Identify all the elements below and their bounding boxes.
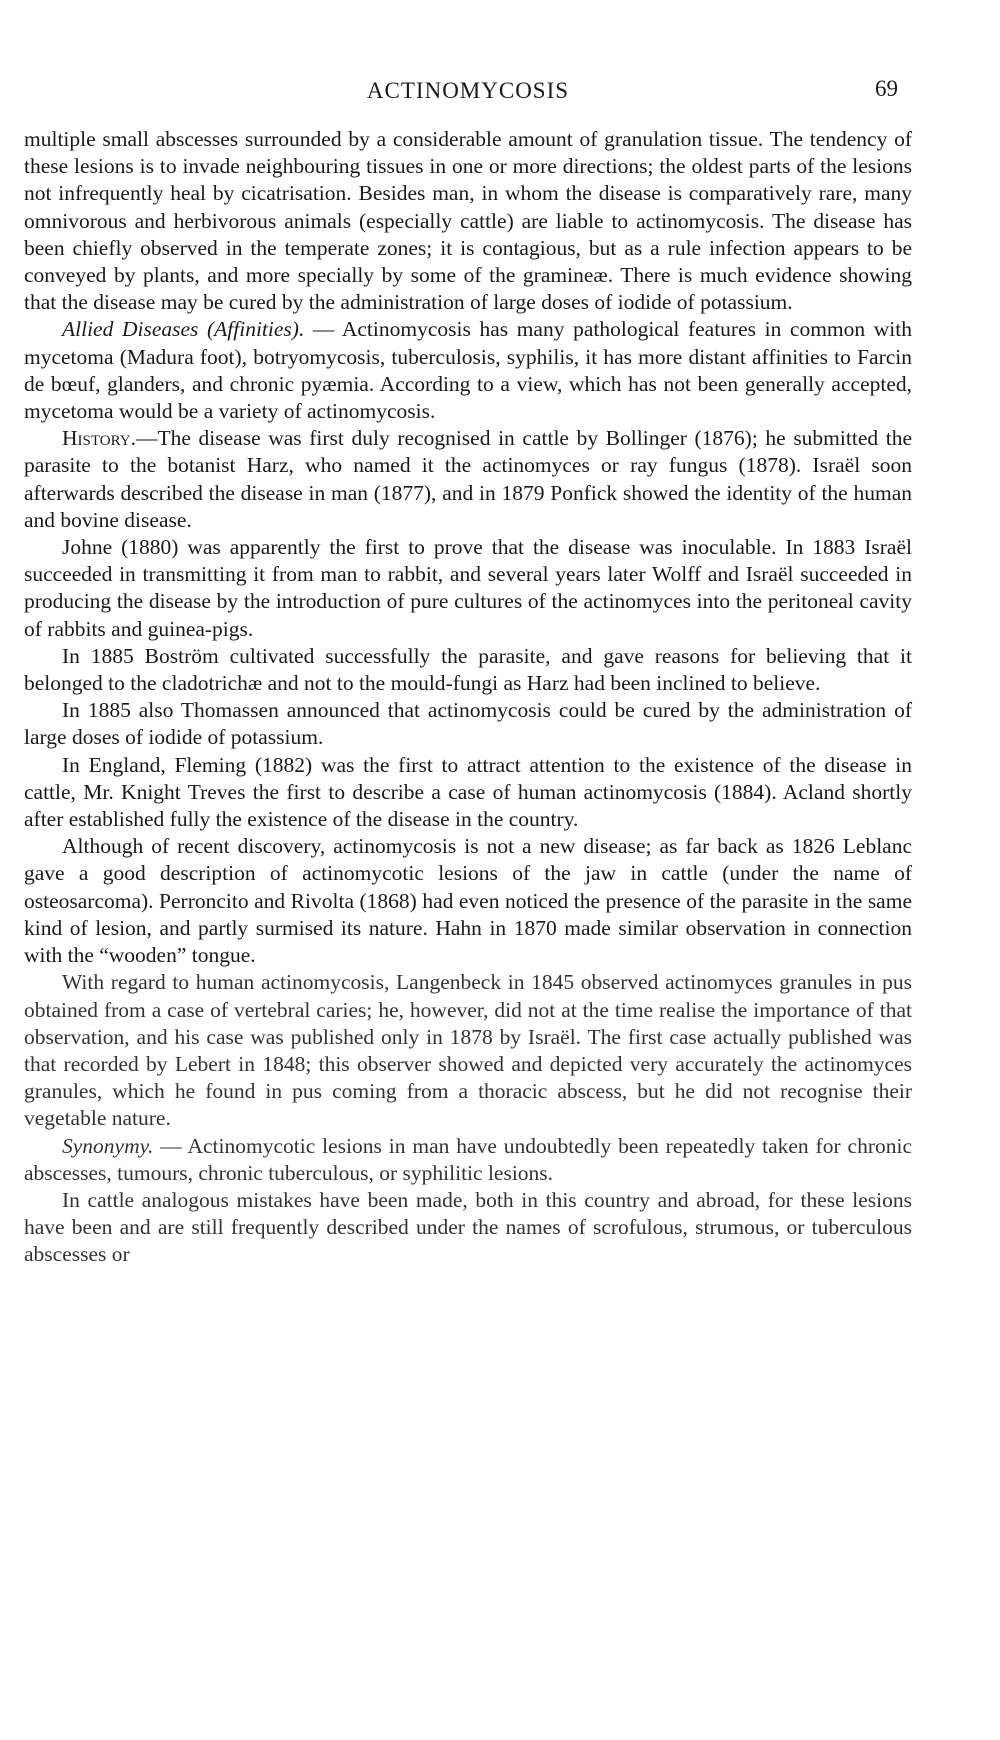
paragraph <box>24 425 912 534</box>
paragraph-lead: Synonymy. <box>62 1133 154 1158</box>
paragraph <box>24 697 912 751</box>
paragraph-text: In 1885 Boström cultivated successfully the parasite, and gave reasons for believing that it belonged to the cladotrichæ and not to the mould-fungi as Harz had been inclined to believe. <box>24 643 912 696</box>
paragraph-text: —The disease was first duly recognised in cattle by Bollinger (1876); he submitted the parasite to the botanist Harz, who named it the actinomyces or ray fungus (1878). Israël soon afterwards described the disease in man (1877), and in 1879 Ponfick showed the identity of the human and bovine disease. <box>24 426 912 532</box>
paragraph <box>24 969 912 1132</box>
paragraph-text: — Actinomycosis has many pathological features in common with mycetoma (Madura foot), botryomycosis, tuberculosis, syphilis, it has more distant affinities to Farcin de bœuf, glanders, and chronic pyæmia. According to a view, which has not been generally accepted, mycetoma would be a variety of actinomycosis. <box>24 317 912 424</box>
paragraph <box>24 752 912 834</box>
page-number: 69 <box>875 76 898 101</box>
paragraph <box>24 1187 912 1269</box>
paragraph <box>24 316 912 425</box>
paragraph-lead: History. <box>62 426 136 451</box>
body-text <box>24 126 912 1269</box>
paragraph-text: multiple small abscesses surrounded by a considerable amount of granulation tissue. The tendency of these lesions is to invade neighbouring tissues in one or more directions; the oldest parts of the lesions not infrequently heal by cicatrisation. Besides man, in whom the disease is comparatively rare, many omnivorous and herbivorous animals (especially cattle) are liable to actinomycosis. The disease has been chiefly observed in the temperate zones; it is contagious, but as a rule infection appears to be conveyed by plants, and more specially by some of the gramineæ. There is much evidence showing that the disease may be cured by the administration of large doses of iodide of potassium. <box>24 127 912 315</box>
paragraph-lead: Allied Diseases (Affinities). <box>62 317 305 342</box>
paragraph-text: Although of recent discovery, actinomycosis is not a new disease; as far back as 1826 Leblanc gave a good description of actinomycotic lesions of the jaw in cattle (under the name of osteosarcoma). Perroncito and Rivolta (1868) had even noticed the presence of the parasite in the same kind of lesion, and partly surmised its nature. Hahn in 1870 made similar observation in connection with the “wooden” tongue. <box>24 834 912 968</box>
paragraph <box>24 1133 912 1187</box>
paragraph-text: Johne (1880) was apparently the first to prove that the disease was inoculable. In 1883 Israël succeeded in transmitting it from man to rabbit, and several years later Wolff and Israël succeeded in producing the disease by the introduction of pure cultures of the actinomyces into the peritoneal cavity of rabbits and guinea-pigs. <box>24 535 912 641</box>
book-page <box>24 66 912 1269</box>
paragraph-text: In cattle analogous mistakes have been made, both in this country and abroad, for these lesions have been and are still frequently described under the names of scrofulous, strumous, or tuberculous abscesses or <box>24 1187 912 1267</box>
paragraph <box>24 833 912 969</box>
paragraph-text: — Actinomycotic lesions in man have undoubtedly been repeatedly taken for chronic abscesses, tumours, chronic tuberculous, or syphilitic lesions. <box>24 1133 912 1185</box>
paragraph <box>24 126 912 316</box>
paragraph <box>24 534 912 643</box>
running-title: ACTINOMYCOSIS <box>366 78 570 103</box>
paragraph-text: In 1885 also Thomassen announced that actinomycosis could be cured by the administration of large doses of iodide of potassium. <box>24 698 912 750</box>
page-header <box>24 66 912 126</box>
paragraph <box>24 643 912 697</box>
paragraph-text: In England, Fleming (1882) was the first to attract attention to the existence of the disease in cattle, Mr. Knight Treves the first to describe a case of human actinomycosis (1884). Acland shortly after established fully the existence of the disease in the country. <box>24 752 912 832</box>
paragraph-text: With regard to human actinomycosis, Langenbeck in 1845 observed actinomyces granules in pus obtained from a case of vertebral caries; he, however, did not at the time realise the importance of that observation, and his case was published only in 1878 by Israël. The first case actually published was that recorded by Lebert in 1848; this observer showed and depicted very accurately the actinomyces granules, which he found in pus coming from a thoracic abscess, but he did not recognise their vegetable nature. <box>24 970 912 1131</box>
